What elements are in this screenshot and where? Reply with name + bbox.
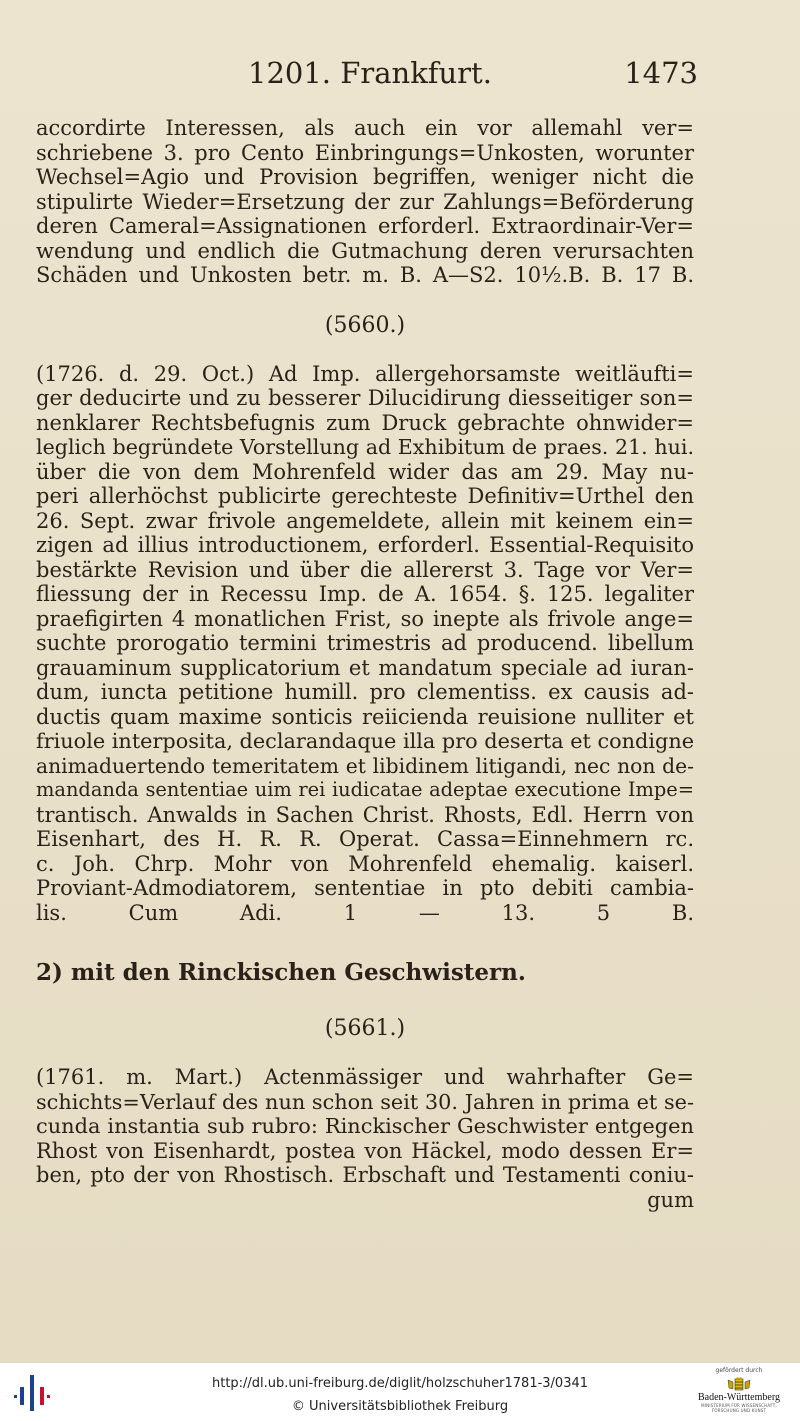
text-line: 26. Sept. zwar frivole angemeldete, allein mit keinem ein= bbox=[36, 508, 694, 533]
catchword: gum bbox=[647, 1187, 694, 1212]
text-line: wendung und endlich die Gutmachung deren verursachten bbox=[36, 238, 694, 263]
text-line: Proviant-Admodiatorem, sententiae in pto debiti cambia- bbox=[36, 876, 694, 900]
sponsor-logo bbox=[692, 1365, 786, 1419]
text-line: bestärkte Revision und über die allererst 3. Tage vor Ver= bbox=[36, 557, 694, 582]
text-line: dum, iuncta petitione humill. pro clementiss. ex causis ad- bbox=[36, 680, 694, 704]
text-line: animaduertendo temeritatem et libidinem litigandi, nec non de- bbox=[36, 753, 694, 778]
text-line: Eisenhart, des H. R. R. Operat. Cassa=Einnehmern rc. bbox=[36, 827, 694, 851]
text-line: Wechsel=Agio und Provision begriffen, weniger nicht die bbox=[36, 165, 694, 189]
text-line: schriebene 3. pro Cento Einbringungs=Unkosten, worunter bbox=[36, 140, 694, 165]
page-number: 1473 bbox=[624, 56, 698, 90]
library-logo-icon bbox=[14, 1373, 50, 1413]
text-line: mandanda sententiae uim rei iudicatae adeptae executione Impe= bbox=[36, 778, 694, 801]
text-line: accordirte Interessen, als auch ein vor allemahl ver= bbox=[36, 116, 694, 140]
text-line: praefigirten 4 monatlichen Frist, so inepte als frivole ange= bbox=[36, 606, 694, 631]
sponsor-label: gefördert durch bbox=[715, 1367, 763, 1374]
permalink-url[interactable]: http://dl.ub.uni-freiburg.de/diglit/holzschuher1781-3/0341 bbox=[211, 1376, 589, 1391]
text-line: ductis quam maxime sonticis reiicienda reuisione nulliter et bbox=[36, 704, 694, 729]
text-line: stipulirte Wieder=Ersetzung der zur Zahlungs=Beförderung bbox=[36, 189, 694, 214]
text-line: peri allerhöchst publicirte gerechteste Definitiv=Urthel den bbox=[36, 484, 694, 508]
text-line: suchte prorogatio termini trimestris ad producend. libellum bbox=[36, 631, 694, 655]
entry-number-5661: (5661.) bbox=[324, 1016, 406, 1041]
text-line: deren Cameral=Assignationen erforderl. Extraordinair-Ver= bbox=[36, 214, 694, 238]
entry-5661-text bbox=[36, 1065, 694, 1212]
coat-of-arms-icon bbox=[726, 1376, 752, 1392]
ministry-name: MINISTERIUM FÜR WISSENSCHAFT, FORSCHUNG UND KUNST bbox=[701, 1403, 777, 1413]
text-line: (1726. d. 29. Oct.) Ad Imp. allergehorsamste weitläufti= bbox=[36, 361, 694, 386]
text-line: Rhost von Eisenhardt, postea von Häckel, modo dessen Er= bbox=[36, 1138, 694, 1163]
text-line: nenklarer Rechtsbefugnis zum Druck gebrachte ohnwider= bbox=[36, 410, 694, 435]
entry-5660-text bbox=[36, 362, 694, 926]
text-line: grauaminum supplicatorium et mandatum speciale ad iuran- bbox=[36, 655, 694, 680]
text-line: friuole interposita, declarandaque illa pro deserta et condigne bbox=[36, 729, 695, 753]
entry-number-5660: (5660.) bbox=[324, 312, 406, 338]
paragraph-continuation bbox=[36, 116, 694, 288]
text-line: fliessung der in Recessu Imp. de A. 1654. §. 125. legaliter bbox=[36, 582, 694, 606]
text-line: lis. Cum Adi. 1 — 13. 5 B. bbox=[36, 900, 694, 925]
text-line: ben, pto der von Rhostisch. Erbschaft und Testamenti coniu- bbox=[36, 1163, 694, 1187]
text-line: trantisch. Anwalds in Sachen Christ. Rhosts, Edl. Herrn von bbox=[36, 802, 694, 827]
running-head-title: 1201. Frankfurt. bbox=[248, 56, 492, 90]
text-line: leglich begründete Vorstellung ad Exhibitum de praes. 21. hui. bbox=[36, 435, 694, 459]
text-line: ger deducirte und zu besserer Dilucidirung diesseitiger son= bbox=[36, 386, 694, 410]
viewer-footer bbox=[0, 1362, 800, 1421]
section-heading: 2) mit den Rinckischen Geschwistern. bbox=[36, 959, 526, 986]
text-line: zigen ad illius introductionem, erforderl. Essential-Requisito bbox=[36, 533, 694, 557]
body-text bbox=[36, 116, 694, 1212]
text-line: (1761. m. Mart.) Actenmässiger und wahrhafter Ge= bbox=[36, 1065, 694, 1089]
running-head bbox=[36, 54, 698, 92]
text-line: über die von dem Mohrenfeld wider das am 29. May nu- bbox=[36, 459, 694, 484]
text-line: cunda instantia sub rubro: Rinckischer Geschwister entgegen bbox=[36, 1114, 694, 1138]
state-name: Baden-Württemberg bbox=[697, 1392, 780, 1403]
text-line: c. Joh. Chrp. Mohr von Mohrenfeld ehemalig. kaiserl. bbox=[36, 851, 694, 876]
copyright-notice: © Universitätsbibliothek Freiburg bbox=[291, 1399, 509, 1414]
text-line: schichts=Verlauf des nun schon seit 30. Jahren in prima et se- bbox=[36, 1089, 694, 1114]
text-line: Schäden und Unkosten betr. m. B. A—S2. 10½.B. B. 17 B. bbox=[36, 263, 694, 287]
